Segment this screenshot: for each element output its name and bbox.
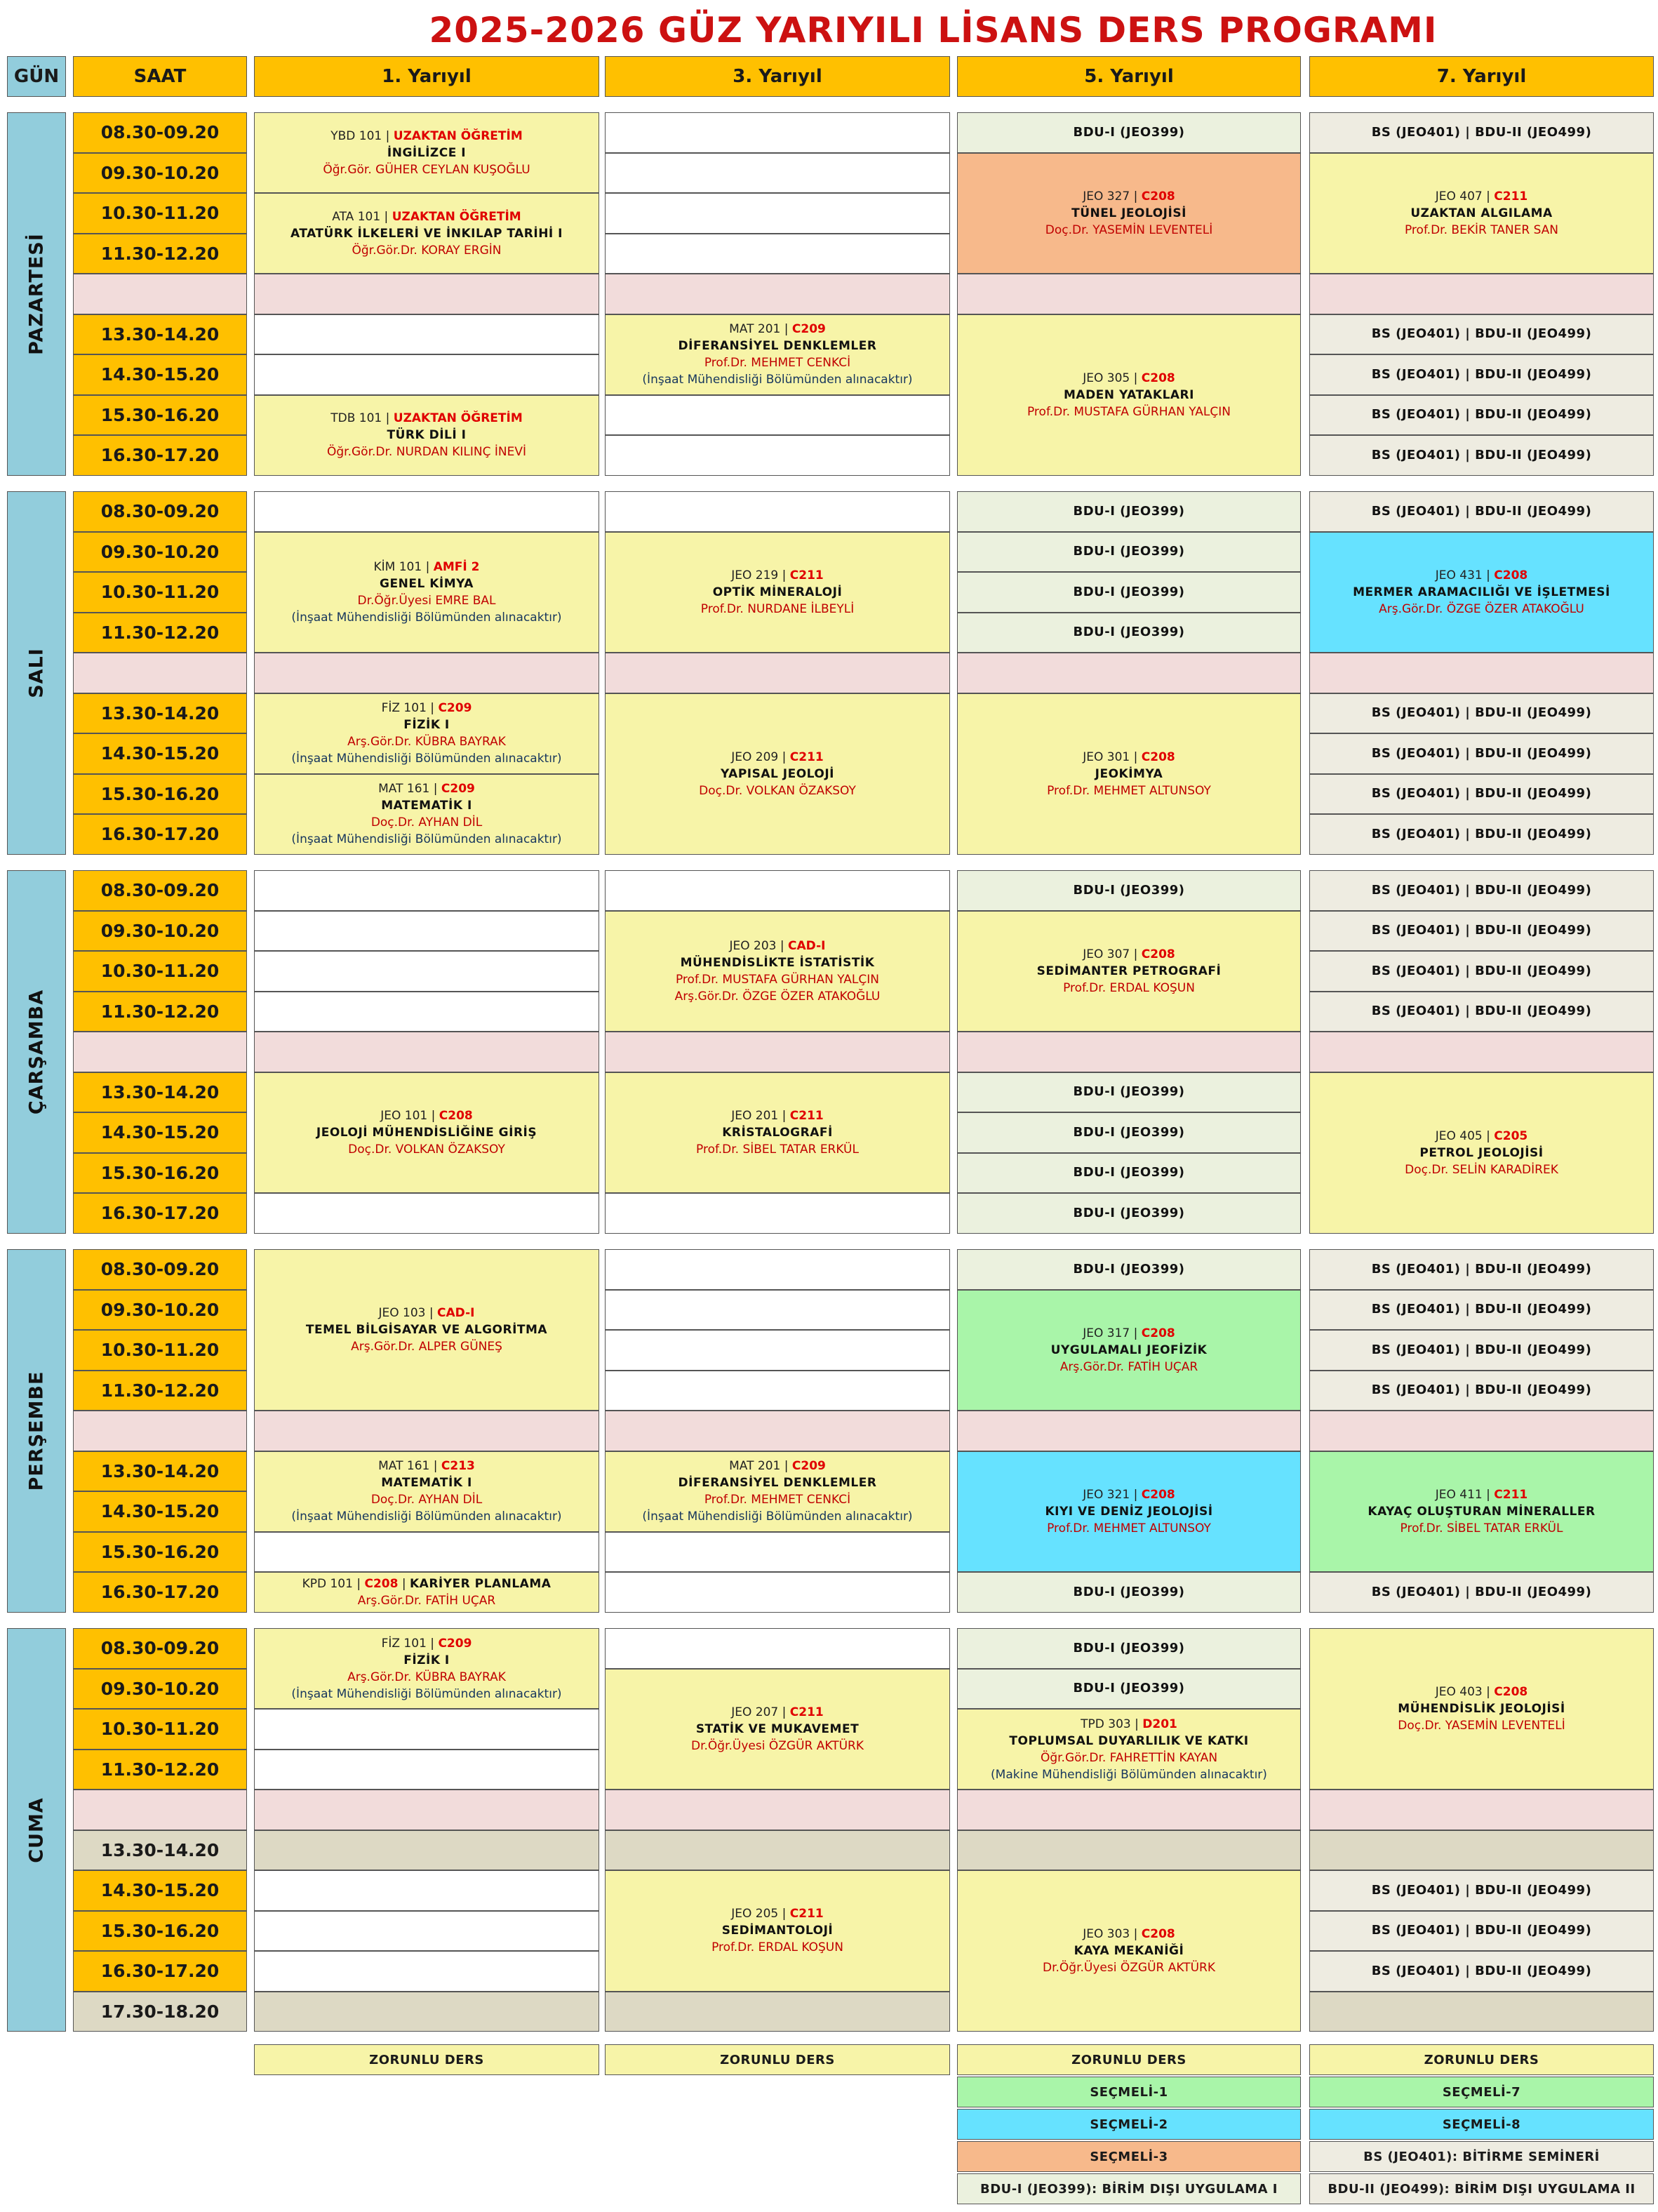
course-code-line: ATA 101 | UZAKTAN ÖĞRETİM bbox=[332, 209, 521, 224]
legend-bdu-1: BDU-I (JEO399): BİRİM DIŞI UYGULAMA I bbox=[957, 2173, 1301, 2204]
lunch-break-row bbox=[254, 1411, 599, 1451]
time-slot: 09.30-10.20 bbox=[73, 911, 247, 952]
course-teacher: Arş.Gör.Dr. FATİH UÇAR bbox=[357, 1593, 496, 1608]
time-slot: 14.30-15.20 bbox=[73, 1491, 247, 1532]
header-sem5: 5. Yarıyıl bbox=[957, 56, 1301, 97]
unused-slot bbox=[957, 1830, 1301, 1871]
lunch-break-row bbox=[73, 1790, 247, 1830]
course-teacher: Prof.Dr. BEKİR TANER SAN bbox=[1404, 222, 1559, 237]
course-note: (İnşaat Mühendisliği Bölümünden alınacaktır) bbox=[291, 1510, 562, 1524]
course-teacher: Prof.Dr. MEHMET ALTUNSOY bbox=[1047, 1521, 1211, 1535]
time-slot: 16.30-17.20 bbox=[73, 1951, 247, 1992]
empty-slot bbox=[254, 491, 599, 532]
bs-bdu-ii-cell: BS (JEO401) | BDU-II (JEO499) bbox=[1309, 1290, 1654, 1331]
bdu-i-cell: BDU-I (JEO399) bbox=[957, 613, 1301, 653]
course-jeo103[interactable] bbox=[254, 1249, 599, 1411]
course-jeo405[interactable] bbox=[1309, 1072, 1654, 1234]
course-code-line: JEO 205 | C211 bbox=[731, 1907, 824, 1921]
course-code-line: JEO 317 | C208 bbox=[1083, 1326, 1175, 1340]
lunch-break-row bbox=[957, 274, 1301, 314]
empty-slot bbox=[254, 1709, 599, 1750]
lunch-break-row bbox=[1309, 1790, 1654, 1830]
course-ybd101[interactable] bbox=[254, 112, 599, 193]
empty-slot bbox=[254, 1951, 599, 1992]
course-teacher: Prof.Dr. MEHMET ALTUNSOY bbox=[1047, 783, 1211, 798]
bs-bdu-ii-cell: BS (JEO401) | BDU-II (JEO499) bbox=[1309, 951, 1654, 992]
bs-bdu-ii-cell: BS (JEO401) | BDU-II (JEO499) bbox=[1309, 870, 1654, 911]
legend-zorunlu-3: ZORUNLU DERS bbox=[605, 2044, 950, 2075]
course-code-line: JEO 307 | C208 bbox=[1083, 947, 1175, 961]
course-jeo201[interactable] bbox=[605, 1072, 950, 1194]
empty-slot bbox=[605, 1193, 950, 1234]
legend-secmeli-8: SEÇMELİ-8 bbox=[1309, 2109, 1654, 2140]
course-name: FİZİK I bbox=[403, 718, 450, 732]
time-slot: 16.30-17.20 bbox=[73, 435, 247, 476]
bs-bdu-ii-cell: BS (JEO401) | BDU-II (JEO499) bbox=[1309, 1249, 1654, 1290]
course-jeo321[interactable] bbox=[957, 1451, 1301, 1573]
unused-slot bbox=[1309, 1830, 1654, 1871]
time-slot: 14.30-15.20 bbox=[73, 354, 247, 395]
course-name: KRİSTALOGRAFİ bbox=[722, 1125, 833, 1140]
course-teacher: Öğr.Gör.Dr. KORAY ERGİN bbox=[352, 243, 502, 258]
course-mat201[interactable] bbox=[605, 314, 950, 395]
course-name: TOPLUMSAL DUYARLILIK VE KATKI bbox=[1009, 1733, 1249, 1748]
empty-slot bbox=[605, 112, 950, 153]
empty-slot bbox=[254, 951, 599, 992]
course-teacher: Arş.Gör.Dr. KÜBRA BAYRAK bbox=[347, 1670, 506, 1684]
course-teacher: Doç.Dr. VOLKAN ÖZAKSOY bbox=[699, 783, 856, 798]
course-teacher: Prof.Dr. MEHMET CENKCİ bbox=[704, 356, 851, 370]
time-slot: 10.30-11.20 bbox=[73, 572, 247, 613]
course-teacher-2: Arş.Gör.Dr. ÖZGE ÖZER ATAKOĞLU bbox=[674, 989, 881, 1004]
course-code-line: FİZ 101 | C209 bbox=[381, 701, 472, 715]
empty-slot bbox=[605, 1532, 950, 1573]
bdu-i-cell: BDU-I (JEO399) bbox=[957, 572, 1301, 613]
bs-bdu-ii-cell: BS (JEO401) | BDU-II (JEO499) bbox=[1309, 395, 1654, 436]
header-sem3: 3. Yarıyıl bbox=[605, 56, 950, 97]
time-slot: 16.30-17.20 bbox=[73, 1572, 247, 1613]
course-teacher: Doç.Dr. AYHAN DİL bbox=[370, 815, 483, 830]
legend-secmeli-1: SEÇMELİ-1 bbox=[957, 2077, 1301, 2107]
course-teacher: Prof.Dr. ERDAL KOŞUN bbox=[711, 1940, 843, 1955]
lunch-break-row bbox=[957, 1032, 1301, 1072]
bdu-i-cell: BDU-I (JEO399) bbox=[957, 1112, 1301, 1153]
empty-slot bbox=[254, 1193, 599, 1234]
course-code-line: JEO 403 | C208 bbox=[1435, 1685, 1528, 1699]
course-jeo317[interactable] bbox=[957, 1290, 1301, 1411]
lunch-break-row bbox=[957, 653, 1301, 693]
course-note: (İnşaat Mühendisliği Bölümünden alınacaktır) bbox=[642, 1510, 913, 1524]
time-slot: 13.30-14.20 bbox=[73, 1072, 247, 1113]
course-name: TEMEL BİLGİSAYAR VE ALGORİTMA bbox=[305, 1323, 548, 1337]
time-slot: 08.30-09.20 bbox=[73, 491, 247, 532]
lunch-break-row bbox=[1309, 653, 1654, 693]
time-slot: 11.30-12.20 bbox=[73, 234, 247, 274]
empty-slot bbox=[254, 1911, 599, 1952]
lunch-break-row bbox=[254, 1790, 599, 1830]
course-name: MATEMATİK I bbox=[381, 799, 472, 813]
course-teacher: Prof.Dr. ERDAL KOŞUN bbox=[1063, 980, 1195, 995]
course-jeo403[interactable] bbox=[1309, 1628, 1654, 1790]
course-code-line: JEO 405 | C205 bbox=[1435, 1128, 1528, 1143]
course-name: GENEL KİMYA bbox=[380, 576, 474, 591]
unused-slot bbox=[1309, 1992, 1654, 2032]
course-teacher: Prof.Dr. NURDANE İLBEYLİ bbox=[700, 601, 855, 616]
course-name: JEOKİMYA bbox=[1095, 766, 1163, 781]
lunch-break-row bbox=[1309, 1032, 1654, 1072]
course-jeo411[interactable] bbox=[1309, 1451, 1654, 1573]
bs-bdu-ii-cell: BS (JEO401) | BDU-II (JEO499) bbox=[1309, 1371, 1654, 1411]
empty-slot bbox=[605, 395, 950, 436]
time-slot: 14.30-15.20 bbox=[73, 1112, 247, 1153]
course-name: MÜHENDİSLİKTE İSTATİSTİK bbox=[680, 955, 875, 970]
course-name: KAYAÇ OLUŞTURAN MİNERALLER bbox=[1368, 1504, 1596, 1519]
course-teacher: Prof.Dr. MUSTAFA GÜRHAN YALÇIN bbox=[675, 972, 880, 987]
course-teacher: Prof.Dr. MEHMET CENKCİ bbox=[704, 1493, 851, 1507]
empty-slot bbox=[605, 435, 950, 476]
course-code-line: JEO 207 | C211 bbox=[731, 1705, 824, 1719]
course-code-line: JEO 219 | C211 bbox=[731, 568, 824, 582]
course-code-line: JEO 407 | C211 bbox=[1435, 189, 1528, 204]
legend-secmeli-2: SEÇMELİ-2 bbox=[957, 2109, 1301, 2140]
course-teacher: Doç.Dr. SELİN KARADİREK bbox=[1405, 1162, 1558, 1177]
lunch-break-row bbox=[957, 1411, 1301, 1451]
lunch-break-row bbox=[605, 653, 950, 693]
bdu-i-cell: BDU-I (JEO399) bbox=[957, 1628, 1301, 1669]
course-name: SEDİMANTER PETROGRAFİ bbox=[1036, 964, 1222, 978]
time-slot: 08.30-09.20 bbox=[73, 1249, 247, 1290]
course-name: UZAKTAN ALGILAMA bbox=[1410, 206, 1553, 220]
course-name: FİZİK I bbox=[403, 1653, 450, 1667]
course-mat201[interactable] bbox=[605, 1451, 950, 1532]
bdu-i-cell: BDU-I (JEO399) bbox=[957, 112, 1301, 153]
course-jeo303[interactable] bbox=[957, 1870, 1301, 2032]
time-slot: 11.30-12.20 bbox=[73, 1750, 247, 1790]
course-name: JEOLOJİ MÜHENDİSLİĞİNE GİRİŞ bbox=[316, 1125, 537, 1140]
bs-bdu-ii-cell: BS (JEO401) | BDU-II (JEO499) bbox=[1309, 1911, 1654, 1952]
course-code-line: KPD 101 | C208 | KARİYER PLANLAMA bbox=[302, 1576, 551, 1591]
header-gun: GÜN bbox=[7, 56, 66, 97]
bs-bdu-ii-cell: BS (JEO401) | BDU-II (JEO499) bbox=[1309, 911, 1654, 952]
course-name: MATEMATİK I bbox=[381, 1476, 472, 1490]
bs-bdu-ii-cell: BS (JEO401) | BDU-II (JEO499) bbox=[1309, 1330, 1654, 1371]
course-name: DİFERANSİYEL DENKLEMLER bbox=[678, 339, 877, 353]
course-name: İNGİLİZCE I bbox=[387, 145, 467, 160]
time-slot: 15.30-16.20 bbox=[73, 1153, 247, 1194]
course-name: DİFERANSİYEL DENKLEMLER bbox=[678, 1476, 877, 1490]
course-teacher: Dr.Öğr.Üyesi ÖZGÜR AKTÜRK bbox=[1043, 1961, 1215, 1975]
lunch-break-row bbox=[254, 1032, 599, 1072]
empty-slot bbox=[605, 1572, 950, 1613]
lunch-break-row bbox=[73, 1032, 247, 1072]
course-teacher: Öğr.Gör. GÜHER CEYLAN KUŞOĞLU bbox=[323, 162, 530, 177]
course-teacher: Doç.Dr. VOLKAN ÖZAKSOY bbox=[348, 1142, 505, 1157]
course-code-line: JEO 303 | C208 bbox=[1083, 1927, 1175, 1941]
time-slot: 11.30-12.20 bbox=[73, 992, 247, 1032]
time-slot: 16.30-17.20 bbox=[73, 1193, 247, 1234]
lunch-break-row bbox=[605, 1411, 950, 1451]
course-jeo301[interactable] bbox=[957, 693, 1301, 855]
course-code-line: TDB 101 | UZAKTAN ÖĞRETİM bbox=[330, 411, 523, 425]
bs-bdu-ii-cell: BS (JEO401) | BDU-II (JEO499) bbox=[1309, 992, 1654, 1032]
course-code-line: JEO 321 | C208 bbox=[1083, 1487, 1175, 1502]
bs-bdu-ii-cell: BS (JEO401) | BDU-II (JEO499) bbox=[1309, 1951, 1654, 1992]
course-jeo305[interactable] bbox=[957, 314, 1301, 476]
header-sem1: 1. Yarıyıl bbox=[254, 56, 599, 97]
bs-bdu-ii-cell: BS (JEO401) | BDU-II (JEO499) bbox=[1309, 814, 1654, 855]
course-code-line: JEO 431 | C208 bbox=[1435, 568, 1528, 582]
course-jeo219[interactable] bbox=[605, 532, 950, 653]
time-slot: 15.30-16.20 bbox=[73, 395, 247, 436]
course-kpd101[interactable] bbox=[254, 1572, 599, 1613]
bdu-i-cell: BDU-I (JEO399) bbox=[957, 1153, 1301, 1194]
course-code-line: JEO 411 | C211 bbox=[1435, 1487, 1528, 1502]
unused-slot bbox=[254, 1992, 599, 2032]
course-teacher: Arş.Gör.Dr. ÖZGE ÖZER ATAKOĞLU bbox=[1379, 601, 1584, 616]
course-teacher: Dr.Öğr.Üyesi ÖZGÜR AKTÜRK bbox=[691, 1738, 864, 1753]
time-slot: 15.30-16.20 bbox=[73, 1911, 247, 1952]
header-sem7: 7. Yarıyıl bbox=[1309, 56, 1654, 97]
course-name: ATATÜRK İLKELERİ VE İNKILAP TARİHİ I bbox=[290, 226, 563, 241]
empty-slot bbox=[605, 1290, 950, 1331]
empty-slot bbox=[254, 1750, 599, 1790]
bdu-i-cell: BDU-I (JEO399) bbox=[957, 1193, 1301, 1234]
time-slot: 10.30-11.20 bbox=[73, 951, 247, 992]
course-code-line: MAT 201 | C209 bbox=[729, 322, 826, 336]
time-slot: 13.30-14.20 bbox=[73, 314, 247, 355]
course-name: SEDİMANTOLOJİ bbox=[721, 1924, 834, 1938]
course-teacher: Arş.Gör.Dr. KÜBRA BAYRAK bbox=[347, 735, 506, 749]
course-note: (İnşaat Mühendisliği Bölümünden alınacaktır) bbox=[291, 610, 562, 625]
course-code-line: JEO 201 | C211 bbox=[731, 1108, 824, 1123]
course-name: PETROL JEOLOJİSİ bbox=[1419, 1145, 1544, 1160]
time-slot: 14.30-15.20 bbox=[73, 1870, 247, 1911]
course-jeo207[interactable] bbox=[605, 1669, 950, 1790]
unused-slot bbox=[605, 1992, 950, 2032]
time-slot: 08.30-09.20 bbox=[73, 1628, 247, 1669]
course-fiz101[interactable] bbox=[254, 693, 599, 774]
empty-slot bbox=[254, 1870, 599, 1911]
course-jeo209[interactable] bbox=[605, 693, 950, 855]
time-slot: 08.30-09.20 bbox=[73, 870, 247, 911]
course-teacher: Öğr.Gör.Dr. FAHRETTİN KAYAN bbox=[1040, 1750, 1218, 1765]
time-slot: 09.30-10.20 bbox=[73, 153, 247, 194]
course-name: KIYI VE DENİZ JEOLOJİSİ bbox=[1045, 1504, 1213, 1519]
lunch-break-row bbox=[1309, 274, 1654, 314]
day-label: ÇARŞAMBA bbox=[7, 870, 66, 1234]
bdu-i-cell: BDU-I (JEO399) bbox=[957, 491, 1301, 532]
course-teacher: Prof.Dr. MUSTAFA GÜRHAN YALÇIN bbox=[1027, 404, 1231, 419]
time-slot: 15.30-16.20 bbox=[73, 774, 247, 815]
bs-bdu-ii-cell: BS (JEO401) | BDU-II (JEO499) bbox=[1309, 354, 1654, 395]
lunch-break-row bbox=[73, 274, 247, 314]
course-jeo327[interactable] bbox=[957, 153, 1301, 274]
bs-bdu-ii-cell: BS (JEO401) | BDU-II (JEO499) bbox=[1309, 693, 1654, 734]
empty-slot bbox=[605, 491, 950, 532]
empty-slot bbox=[254, 354, 599, 395]
time-slot: 11.30-12.20 bbox=[73, 613, 247, 653]
course-jeo205[interactable] bbox=[605, 1870, 950, 1992]
course-code-line: JEO 209 | C211 bbox=[731, 749, 824, 764]
day-label: PAZARTESİ bbox=[7, 112, 66, 476]
unused-slot bbox=[254, 1830, 599, 1871]
empty-slot bbox=[605, 870, 950, 911]
course-code-line: JEO 305 | C208 bbox=[1083, 371, 1175, 385]
day-label: SALI bbox=[7, 491, 66, 855]
empty-slot bbox=[605, 1249, 950, 1290]
course-tdb101[interactable] bbox=[254, 395, 599, 476]
lunch-break-row bbox=[957, 1790, 1301, 1830]
bs-bdu-ii-cell: BS (JEO401) | BDU-II (JEO499) bbox=[1309, 435, 1654, 476]
course-code-line: JEO 301 | C208 bbox=[1083, 749, 1175, 764]
unused-slot bbox=[605, 1830, 950, 1871]
course-teacher: Arş.Gör.Dr. ALPER GÜNEŞ bbox=[351, 1340, 502, 1354]
empty-slot bbox=[254, 911, 599, 952]
bs-bdu-ii-cell: BS (JEO401) | BDU-II (JEO499) bbox=[1309, 774, 1654, 815]
course-teacher: Prof.Dr. SİBEL TATAR ERKÜL bbox=[1400, 1521, 1563, 1535]
course-name: STATİK VE MUKAVEMET bbox=[695, 1721, 860, 1736]
time-slot: 09.30-10.20 bbox=[73, 1290, 247, 1331]
course-code-line: JEO 327 | C208 bbox=[1083, 189, 1175, 204]
empty-slot bbox=[605, 153, 950, 194]
empty-slot bbox=[254, 870, 599, 911]
course-note: (İnşaat Mühendisliği Bölümünden alınacaktır) bbox=[291, 832, 562, 846]
empty-slot bbox=[254, 992, 599, 1032]
course-teacher: Prof.Dr. SİBEL TATAR ERKÜL bbox=[696, 1142, 859, 1157]
course-note: (İnşaat Mühendisliği Bölümünden alınacaktır) bbox=[291, 1686, 562, 1701]
empty-slot bbox=[605, 1371, 950, 1411]
bs-bdu-ii-cell: BS (JEO401) | BDU-II (JEO499) bbox=[1309, 314, 1654, 355]
bs-bdu-ii-cell: BS (JEO401) | BDU-II (JEO499) bbox=[1309, 112, 1654, 153]
course-jeo203[interactable] bbox=[605, 911, 950, 1032]
empty-slot bbox=[605, 234, 950, 274]
bdu-i-cell: BDU-I (JEO399) bbox=[957, 532, 1301, 573]
bs-bdu-ii-cell: BS (JEO401) | BDU-II (JEO499) bbox=[1309, 733, 1654, 774]
course-ata101[interactable] bbox=[254, 193, 599, 274]
legend-zorunlu-7: ZORUNLU DERS bbox=[1309, 2044, 1654, 2075]
time-slot: 13.30-14.20 bbox=[73, 1830, 247, 1871]
legend-bs: BS (JEO401): BİTİRME SEMİNERİ bbox=[1309, 2141, 1654, 2172]
course-teacher: Dr.Öğr.Üyesi EMRE BAL bbox=[357, 593, 496, 608]
course-name: MÜHENDİSLİK JEOLOJİSİ bbox=[1398, 1702, 1565, 1716]
course-tpd303[interactable] bbox=[957, 1709, 1301, 1790]
course-jeo431[interactable] bbox=[1309, 532, 1654, 653]
bdu-i-cell: BDU-I (JEO399) bbox=[957, 1249, 1301, 1290]
bs-bdu-ii-cell: BS (JEO401) | BDU-II (JEO499) bbox=[1309, 1870, 1654, 1911]
lunch-break-row bbox=[73, 653, 247, 693]
lunch-break-row bbox=[605, 274, 950, 314]
bdu-i-cell: BDU-I (JEO399) bbox=[957, 1072, 1301, 1113]
time-slot: 10.30-11.20 bbox=[73, 1709, 247, 1750]
course-name: YAPISAL JEOLOJİ bbox=[721, 766, 834, 781]
course-teacher: Arş.Gör.Dr. FATİH UÇAR bbox=[1059, 1359, 1198, 1374]
time-slot: 15.30-16.20 bbox=[73, 1532, 247, 1573]
lunch-break-row bbox=[254, 653, 599, 693]
course-kim101[interactable] bbox=[254, 532, 599, 653]
course-name: TÜRK DİLİ I bbox=[387, 428, 467, 442]
bdu-i-cell: BDU-I (JEO399) bbox=[957, 1669, 1301, 1710]
page-title: 2025-2026 GÜZ YARIYILI LİSANS DERS PROGRAMI bbox=[429, 10, 1438, 51]
empty-slot bbox=[605, 1628, 950, 1669]
legend-bdu-2: BDU-II (JEO499): BİRİM DIŞI UYGULAMA II bbox=[1309, 2173, 1654, 2204]
lunch-break-row bbox=[605, 1032, 950, 1072]
course-code-line: TPD 303 | D201 bbox=[1081, 1717, 1177, 1731]
course-mat161b[interactable] bbox=[254, 1451, 599, 1532]
day-label: PERŞEMBE bbox=[7, 1249, 66, 1613]
lunch-break-row bbox=[73, 1411, 247, 1451]
time-slot: 13.30-14.20 bbox=[73, 1451, 247, 1492]
course-name: MADEN YATAKLARI bbox=[1064, 387, 1194, 402]
course-mat161a[interactable] bbox=[254, 774, 599, 855]
course-code-line: KİM 101 | AMFİ 2 bbox=[373, 559, 480, 574]
course-note: (Makine Mühendisliği Bölümünden alınacaktır) bbox=[991, 1767, 1267, 1782]
course-code-line: MAT 161 | C209 bbox=[378, 782, 475, 796]
lunch-break-row bbox=[1309, 1411, 1654, 1451]
course-note: (İnşaat Mühendisliği Bölümünden alınacaktır) bbox=[291, 752, 562, 766]
header-saat: SAAT bbox=[73, 56, 247, 97]
lunch-break-row bbox=[605, 1790, 950, 1830]
legend-secmeli-7: SEÇMELİ-7 bbox=[1309, 2077, 1654, 2107]
day-label: CUMA bbox=[7, 1628, 66, 2032]
time-slot: 09.30-10.20 bbox=[73, 532, 247, 573]
course-code-line: JEO 103 | CAD-I bbox=[378, 1306, 475, 1320]
time-slot: 10.30-11.20 bbox=[73, 1330, 247, 1371]
time-slot: 16.30-17.20 bbox=[73, 814, 247, 855]
legend-zorunlu-5: ZORUNLU DERS bbox=[957, 2044, 1301, 2075]
empty-slot bbox=[605, 1330, 950, 1371]
time-slot: 08.30-09.20 bbox=[73, 112, 247, 153]
legend-secmeli-3: SEÇMELİ-3 bbox=[957, 2141, 1301, 2172]
course-code-line: JEO 101 | C208 bbox=[380, 1108, 473, 1123]
course-fiz101[interactable] bbox=[254, 1628, 599, 1709]
empty-slot bbox=[254, 314, 599, 355]
time-slot: 09.30-10.20 bbox=[73, 1669, 247, 1710]
course-name: TÜNEL JEOLOJİSİ bbox=[1071, 206, 1186, 220]
course-code-line: FİZ 101 | C209 bbox=[381, 1636, 472, 1651]
course-note: (İnşaat Mühendisliği Bölümünden alınacaktır) bbox=[642, 373, 913, 387]
time-slot: 11.30-12.20 bbox=[73, 1371, 247, 1411]
time-slot: 14.30-15.20 bbox=[73, 733, 247, 774]
time-slot: 10.30-11.20 bbox=[73, 193, 247, 234]
course-name: UYGULAMALI JEOFİZİK bbox=[1050, 1342, 1208, 1357]
legend-zorunlu-1: ZORUNLU DERS bbox=[254, 2044, 599, 2075]
empty-slot bbox=[605, 193, 950, 234]
course-code-line: JEO 203 | CAD-I bbox=[729, 938, 826, 953]
course-teacher: Doç.Dr. YASEMİN LEVENTELİ bbox=[1045, 222, 1213, 237]
course-teacher: Doç.Dr. YASEMİN LEVENTELİ bbox=[1398, 1719, 1565, 1733]
empty-slot bbox=[254, 1532, 599, 1573]
course-name: KAYA MEKANİĞİ bbox=[1074, 1944, 1184, 1958]
course-name: OPTİK MİNERALOJİ bbox=[712, 585, 843, 599]
time-slot: 13.30-14.20 bbox=[73, 693, 247, 734]
bdu-i-cell: BDU-I (JEO399) bbox=[957, 1572, 1301, 1613]
course-teacher: Öğr.Gör.Dr. NURDAN KILINÇ İNEVİ bbox=[326, 445, 526, 459]
course-jeo407[interactable] bbox=[1309, 153, 1654, 274]
course-code-line: MAT 201 | C209 bbox=[729, 1459, 826, 1473]
time-slot: 17.30-18.20 bbox=[73, 1992, 247, 2032]
course-code-line: MAT 161 | C213 bbox=[378, 1459, 475, 1473]
course-jeo307[interactable] bbox=[957, 911, 1301, 1032]
bs-bdu-ii-cell: BS (JEO401) | BDU-II (JEO499) bbox=[1309, 491, 1654, 532]
lunch-break-row bbox=[254, 274, 599, 314]
course-code-line: YBD 101 | UZAKTAN ÖĞRETİM bbox=[330, 128, 523, 143]
bdu-i-cell: BDU-I (JEO399) bbox=[957, 870, 1301, 911]
bs-bdu-ii-cell: BS (JEO401) | BDU-II (JEO499) bbox=[1309, 1572, 1654, 1613]
course-name: MERMER ARAMACILIĞI VE İŞLETMESİ bbox=[1353, 585, 1610, 599]
course-jeo101[interactable] bbox=[254, 1072, 599, 1194]
course-teacher: Doç.Dr. AYHAN DİL bbox=[370, 1493, 483, 1507]
